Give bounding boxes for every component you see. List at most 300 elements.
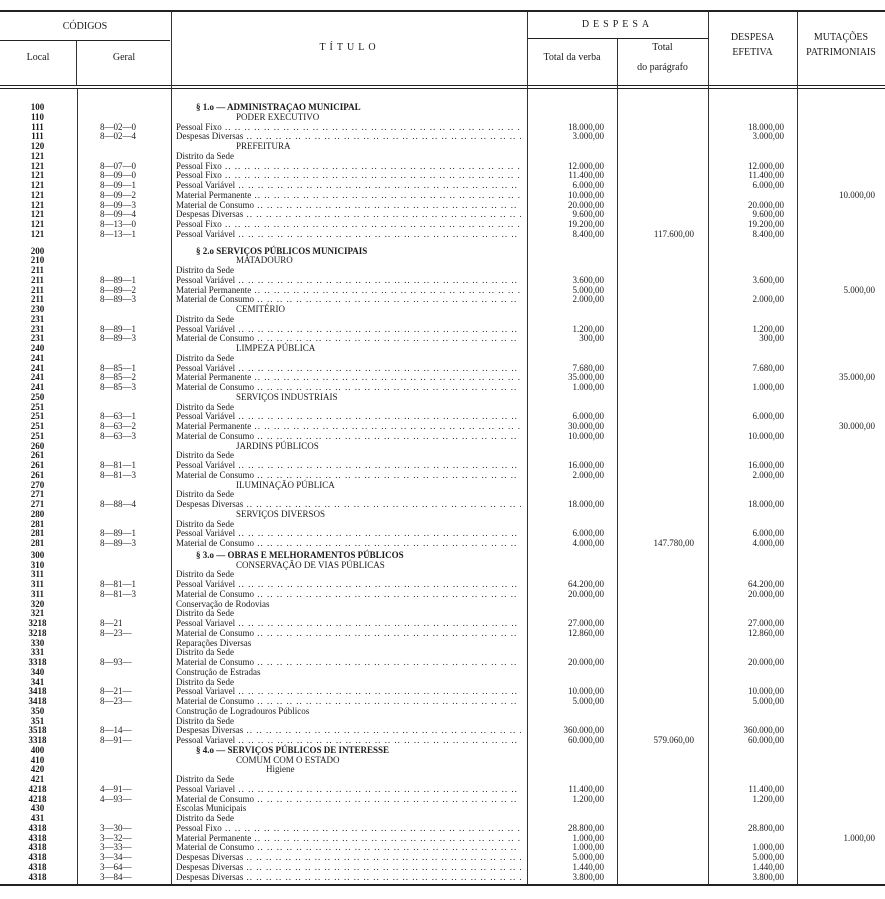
table-row — [0, 539, 885, 549]
titulo-cell: Material de Consumo .. .. — [176, 201, 521, 211]
total-verba-cell: 11.400,00 — [568, 783, 604, 794]
despesa-efetiva-cell: 20.000,00 — [748, 199, 784, 210]
despesa-efetiva-cell: 2.000,00 — [752, 294, 784, 305]
local-code-cell: 4318 — [28, 871, 47, 882]
geral-code-cell: 8—89—3 — [100, 294, 136, 305]
local-code-cell: 121 — [30, 219, 45, 229]
geral-code-cell: 3—33— — [100, 842, 132, 853]
titulo-cell: § 4.o — SERVIÇOS PÚBLICOS DE INTERESSE — [196, 744, 389, 755]
table-row — [0, 658, 885, 668]
geral-code-cell: 8—09—4 — [100, 209, 136, 220]
titulo-cell: § 1.o — ADMINISTRAÇAO MUNICIPAL — [196, 102, 361, 112]
despesa-efetiva-cell: 3.000,00 — [752, 131, 784, 142]
table-row — [0, 432, 885, 442]
total-verba-cell: 28.800,00 — [568, 822, 604, 833]
local-code-cell: 311 — [30, 588, 44, 599]
local-code-cell: 111 — [31, 131, 44, 142]
header-despesa: DESPESA — [581, 19, 654, 30]
titulo-cell: Distrito da Sede — [176, 648, 234, 658]
titulo-cell: JARDINS PÚBLICOS — [236, 440, 319, 451]
table-row — [0, 295, 885, 305]
titulo-cell: PREFEITURA — [236, 141, 291, 151]
total-verba-cell: 300,00 — [579, 333, 604, 344]
despesa-efetiva-cell: 1.440,00 — [752, 861, 784, 872]
table-row — [0, 551, 885, 561]
local-code-cell: 341 — [30, 676, 45, 687]
header-despesa-efetiva-2: EFETIVA — [732, 47, 773, 58]
geral-code-cell: 8—09—1 — [100, 180, 136, 190]
despesa-efetiva-cell: 8.400,00 — [752, 228, 784, 239]
total-verba-cell: 1.200,00 — [572, 323, 604, 334]
geral-code-cell: 8—81—1 — [100, 460, 136, 470]
mutacoes-patrimoniais-cell: 5.000,00 — [843, 284, 875, 295]
bottom-rule — [0, 884, 885, 886]
local-code-cell: 3218 — [28, 618, 47, 628]
titulo-cell: Distrito da Sede — [176, 451, 234, 461]
titulo-cell: Material de Consumo .. .. — [176, 471, 521, 481]
despesa-efetiva-cell: 2.000,00 — [752, 469, 784, 480]
despesa-efetiva-cell: 20.000,00 — [748, 588, 784, 599]
local-code-cell: 4318 — [28, 832, 47, 843]
despesa-efetiva-cell: 60.000,00 — [748, 735, 784, 745]
divider-local-geral-header — [76, 41, 77, 85]
header-titulo: TÍTULO — [319, 42, 380, 53]
total-verba-cell: 5.000,00 — [572, 696, 604, 706]
local-code-cell: 250 — [30, 391, 45, 402]
table-row — [0, 795, 885, 805]
local-code-cell: 4218 — [28, 783, 47, 794]
local-code-cell: 211 — [30, 284, 44, 295]
geral-code-cell: 8—93— — [100, 657, 132, 667]
titulo-cell: Reparações Diversas — [176, 638, 252, 648]
titulo-cell: Pessoal Variável .. .. — [176, 580, 521, 590]
titulo-cell: Distrito da Sede — [176, 266, 234, 275]
local-code-cell: 241 — [30, 372, 45, 383]
titulo-cell: Pessoal Variavel .. .. — [176, 785, 521, 795]
titulo-cell: SERVIÇOS INDUSTRIAIS — [236, 391, 338, 402]
local-code-cell: 3318 — [28, 735, 47, 745]
geral-code-cell: 8—02—4 — [100, 131, 136, 142]
local-code-cell: 120 — [30, 141, 45, 151]
local-code-cell: 110 — [30, 111, 44, 122]
despesa-efetiva-cell: 27.000,00 — [748, 618, 784, 628]
titulo-cell: Distrito da Sede — [176, 490, 234, 500]
header-total-verba: Total da verba — [543, 52, 601, 63]
titulo-cell: Pessoal Variavel .. .. — [176, 687, 521, 697]
titulo-cell: Distrito da Sede — [176, 402, 234, 412]
header-total-paragrafo-1: Total — [652, 42, 673, 53]
titulo-cell: Material de Consumo .. .. — [176, 295, 521, 305]
local-code-cell: 281 — [30, 538, 45, 548]
geral-code-cell: 8—02—0 — [100, 121, 136, 132]
geral-code-cell: 8—89—1 — [100, 323, 136, 334]
table-row — [0, 756, 885, 766]
total-verba-cell: 18.000,00 — [568, 121, 604, 132]
local-code-cell: 340 — [30, 666, 45, 677]
geral-code-cell: 8—09—2 — [100, 189, 136, 200]
total-verba-cell: 8.400,00 — [572, 228, 604, 239]
despesa-efetiva-cell: 10.000,00 — [748, 430, 784, 441]
geral-code-cell: 3—84— — [100, 871, 132, 882]
local-code-cell: 121 — [30, 189, 45, 200]
geral-code-cell: 8—81—3 — [100, 469, 136, 480]
local-code-cell: 311 — [30, 569, 44, 580]
local-code-cell: 121 — [30, 150, 45, 161]
despesa-efetiva-cell: 28.800,00 — [748, 822, 784, 833]
total-verba-cell: 1.000,00 — [572, 842, 604, 853]
local-code-cell: 431 — [30, 813, 45, 823]
titulo-cell: Distrito da Sede — [176, 814, 234, 823]
geral-code-cell: 4—91— — [100, 783, 132, 794]
despesa-efetiva-cell: 1.200,00 — [752, 793, 784, 804]
header-total-paragrafo-2: do parágrafo — [637, 62, 688, 73]
local-code-cell: 121 — [30, 228, 45, 239]
total-verba-cell: 6.000,00 — [572, 411, 604, 422]
total-verba-cell: 16.000,00 — [568, 460, 604, 470]
titulo-cell: Material de Consumo .. .. — [176, 334, 521, 344]
table-row — [0, 103, 885, 113]
total-verba-cell: 3.000,00 — [572, 131, 604, 142]
local-code-cell: 240 — [30, 343, 45, 353]
header-geral: Geral — [112, 52, 136, 63]
titulo-cell: Distrito da Sede — [176, 519, 234, 529]
titulo-cell: Distrito da Sede — [176, 151, 234, 161]
header-mutacoes-1: MUTAÇÕES — [813, 32, 869, 43]
titulo-cell: Distrito da Sede — [176, 314, 234, 324]
local-code-cell: 241 — [30, 382, 45, 392]
despesa-efetiva-cell: 12.000,00 — [748, 160, 784, 171]
titulo-cell: § 2.o SERVIÇOS PÚBLICOS MUNICIPAIS — [196, 245, 368, 256]
titulo-cell: Distrito da Sede — [176, 775, 234, 784]
local-code-cell: 321 — [30, 608, 45, 619]
titulo-cell: Distrito da Sede — [176, 677, 234, 687]
local-code-cell: 281 — [30, 518, 45, 529]
titulo-cell: Despesas Diversas .. .. — [176, 873, 521, 883]
mutacoes-patrimoniais-cell: 10.000,00 — [839, 189, 875, 200]
total-verba-cell: 27.000,00 — [568, 618, 604, 628]
total-verba-cell: 5.000,00 — [572, 852, 604, 862]
table-row — [0, 442, 885, 452]
titulo-cell: CEMITÉRIO — [236, 304, 285, 314]
geral-code-cell: 8—21 — [100, 618, 123, 628]
top-rule — [0, 10, 885, 12]
geral-code-cell: 3—32— — [100, 832, 132, 843]
table-row — [0, 804, 885, 814]
local-code-cell: 3218 — [28, 627, 47, 638]
despesa-efetiva-cell: 1.000,00 — [752, 382, 784, 392]
titulo-cell: Despesas Diversas .. .. — [176, 726, 521, 736]
despesa-efetiva-cell: 6.000,00 — [752, 528, 784, 539]
local-code-cell: 420 — [30, 764, 45, 775]
despesa-efetiva-cell: 6.000,00 — [752, 411, 784, 422]
table-row — [0, 344, 885, 354]
total-paragrafo-cell: 117.600,00 — [653, 228, 694, 239]
total-verba-cell: 11.400,00 — [568, 170, 604, 181]
despesa-efetiva-cell: 1.200,00 — [752, 323, 784, 334]
despesa-efetiva-cell: 5.000,00 — [752, 696, 784, 706]
local-code-cell: 331 — [30, 647, 45, 658]
despesa-efetiva-cell: 18.000,00 — [748, 499, 784, 509]
local-code-cell: 4218 — [28, 793, 47, 804]
despesa-efetiva-cell: 19.200,00 — [748, 219, 784, 229]
titulo-cell: Pessoal Variável .. .. — [176, 181, 521, 191]
geral-code-cell: 8—21— — [100, 686, 132, 697]
titulo-cell: Pessoal Variável .. .. — [176, 276, 521, 286]
local-code-cell: 121 — [30, 209, 45, 220]
local-code-cell: 4318 — [28, 852, 47, 862]
titulo-cell: Material Permanente .. .. — [176, 286, 521, 296]
local-code-cell: 251 — [30, 421, 45, 431]
geral-code-cell: 8—23— — [100, 696, 132, 706]
table-row — [0, 639, 885, 649]
geral-code-cell: 3—64— — [100, 861, 132, 872]
titulo-cell: Pessoal Variavel .. .. — [176, 736, 521, 746]
local-code-cell: 230 — [30, 304, 45, 314]
local-code-cell: 100 — [30, 102, 45, 112]
table-row — [0, 393, 885, 403]
titulo-cell: Pessoal Variável .. .. — [176, 461, 521, 471]
titulo-cell: Pessoal Variavel .. .. — [176, 619, 521, 629]
table-row — [0, 247, 885, 257]
local-code-cell: 3418 — [28, 696, 47, 706]
header-mutacoes-2: PATRIMONIAIS — [806, 47, 876, 58]
titulo-cell: Material de Consumo .. .. — [176, 697, 521, 707]
local-code-cell: 241 — [30, 352, 45, 363]
local-code-cell: 271 — [30, 489, 45, 500]
table-row — [0, 132, 885, 142]
table-row — [0, 334, 885, 344]
geral-code-cell: 8—85—1 — [100, 362, 136, 373]
table-row — [0, 305, 885, 315]
titulo-cell: Material de Consumo .. .. — [176, 843, 521, 853]
titulo-cell: Despesas Diversas .. .. — [176, 853, 521, 863]
geral-code-cell: 8—14— — [100, 725, 132, 736]
total-verba-cell: 12.000,00 — [568, 160, 604, 171]
titulo-cell: Pessoal Variável .. .. — [176, 529, 521, 539]
local-code-cell: 211 — [30, 274, 44, 285]
despesa-efetiva-cell: 11.400,00 — [748, 170, 784, 181]
total-verba-cell: 1.000,00 — [572, 382, 604, 392]
geral-code-cell: 8—23— — [100, 627, 132, 638]
titulo-cell: Construção de Logradouros Públicos — [176, 706, 310, 716]
local-code-cell: 270 — [30, 479, 45, 490]
titulo-cell: ILUMINAÇÃO PÚBLICA — [236, 479, 335, 490]
geral-code-cell: 8—09—0 — [100, 170, 136, 181]
titulo-cell: COMUM COM O ESTADO — [236, 754, 340, 765]
local-code-cell: 261 — [30, 460, 45, 470]
table-row — [0, 736, 885, 746]
table-row — [0, 824, 885, 834]
total-verba-cell: 35.000,00 — [568, 372, 604, 383]
total-verba-cell: 60.000,00 — [568, 735, 604, 745]
local-code-cell: 311 — [30, 579, 44, 589]
local-code-cell: 300 — [30, 549, 45, 560]
local-code-cell: 251 — [30, 401, 45, 412]
local-code-cell: 241 — [30, 362, 45, 373]
total-verba-cell: 360.000,00 — [563, 725, 604, 736]
geral-code-cell: 8—81—3 — [100, 588, 136, 599]
titulo-cell: Material de Consumo .. .. — [176, 383, 521, 393]
titulo-cell: PODER EXECUTIVO — [236, 111, 320, 122]
total-verba-cell: 1.200,00 — [572, 793, 604, 804]
mutacoes-patrimoniais-cell: 1.000,00 — [843, 832, 875, 843]
total-verba-cell: 2.000,00 — [572, 294, 604, 305]
codigos-rule — [0, 40, 170, 41]
titulo-cell: Pessoal Fixo .. .. — [176, 220, 521, 230]
local-code-cell: 210 — [30, 255, 45, 266]
table-row — [0, 481, 885, 491]
geral-code-cell: 8—89—2 — [100, 284, 136, 295]
total-verba-cell: 64.200,00 — [568, 579, 604, 589]
total-verba-cell: 5.000,00 — [572, 284, 604, 295]
local-code-cell: 261 — [30, 469, 45, 480]
titulo-cell: Distrito da Sede — [176, 570, 234, 580]
local-code-cell: 121 — [30, 180, 45, 190]
total-verba-cell: 3.800,00 — [572, 871, 604, 882]
local-code-cell: 211 — [30, 265, 44, 275]
titulo-cell: Despesas Diversas .. .. — [176, 500, 521, 510]
titulo-cell: Pessoal Fixo .. .. — [176, 123, 521, 133]
total-verba-cell: 7.680,00 — [572, 362, 604, 373]
geral-code-cell: 4—93— — [100, 793, 132, 804]
table-row — [0, 510, 885, 520]
local-code-cell: 231 — [30, 333, 45, 344]
local-code-cell: 3318 — [28, 657, 47, 667]
titulo-cell: § 3.o — OBRAS E MELHORAMENTOS PÚBLICOS — [196, 549, 404, 560]
despesa-efetiva-cell: 3.600,00 — [752, 274, 784, 285]
local-code-cell: 310 — [30, 559, 45, 570]
table-row — [0, 256, 885, 266]
geral-code-cell: 8—89—1 — [100, 528, 136, 539]
local-code-cell: 281 — [30, 528, 45, 539]
despesa-efetiva-cell: 4.000,00 — [752, 538, 784, 548]
despesa-efetiva-cell: 3.800,00 — [752, 871, 784, 882]
local-code-cell: 3518 — [28, 725, 47, 736]
despesa-efetiva-cell: 7.680,00 — [752, 362, 784, 373]
titulo-cell: SERVIÇOS DIVERSOS — [236, 508, 326, 519]
titulo-cell: Pessoal Fixo .. .. — [176, 162, 521, 172]
titulo-cell: Distrito da Sede — [176, 353, 234, 363]
table-row — [0, 471, 885, 481]
total-verba-cell: 19.200,00 — [568, 219, 604, 229]
local-code-cell: 280 — [30, 508, 45, 519]
titulo-cell: Material de Consumo .. .. — [176, 432, 521, 442]
total-verba-cell: 30.000,00 — [568, 421, 604, 431]
geral-code-cell: 8—63—2 — [100, 421, 136, 431]
total-verba-cell: 10.000,00 — [568, 686, 604, 697]
local-code-cell: 421 — [30, 774, 45, 784]
table-row — [0, 230, 885, 240]
despesa-efetiva-cell: 18.000,00 — [748, 121, 784, 132]
titulo-cell: CONSERVAÇÃO DE VIAS PÚBLICAS — [236, 559, 385, 570]
despesa-efetiva-cell: 11.400,00 — [748, 783, 784, 794]
titulo-cell: Material Permanente .. .. — [176, 373, 521, 383]
budget-table-body — [0, 103, 885, 882]
geral-code-cell: 8—13—1 — [100, 228, 136, 239]
despesa-efetiva-cell: 64.200,00 — [748, 579, 784, 589]
titulo-cell: Higiene — [266, 764, 295, 775]
local-code-cell: 320 — [30, 598, 45, 609]
titulo-cell: Material de Consumo .. .. — [176, 658, 521, 668]
local-code-cell: 3418 — [28, 686, 47, 697]
titulo-cell: Pessoal Variável .. .. — [176, 364, 521, 374]
header-local: Local — [26, 52, 50, 63]
local-code-cell: 211 — [30, 294, 44, 305]
despesa-efetiva-cell: 20.000,00 — [748, 657, 784, 667]
total-verba-cell: 20.000,00 — [568, 588, 604, 599]
geral-code-cell: 3—30— — [100, 822, 132, 833]
table-row — [0, 590, 885, 600]
local-code-cell: 260 — [30, 440, 45, 451]
titulo-cell: Pessoal Fixo .. .. — [176, 171, 521, 181]
header-despesa-efetiva-1: DESPESA — [730, 32, 775, 43]
titulo-cell: Pessoal Variável .. .. — [176, 230, 521, 240]
titulo-cell: Material Permanente .. .. — [176, 191, 521, 201]
total-paragrafo-cell: 147.780,00 — [653, 538, 694, 548]
total-verba-cell: 3.600,00 — [572, 274, 604, 285]
total-verba-cell: 10.000,00 — [568, 430, 604, 441]
despesa-efetiva-cell: 10.000,00 — [748, 686, 784, 697]
table-row — [0, 600, 885, 610]
titulo-cell: Material de Consumo .. .. — [176, 795, 521, 805]
total-verba-cell: 9.600,00 — [572, 209, 604, 220]
total-verba-cell: 20.000,00 — [568, 199, 604, 210]
geral-code-cell: 8—63—1 — [100, 411, 136, 422]
titulo-cell: Material de Consumo .. .. — [176, 629, 521, 639]
table-row — [0, 142, 885, 152]
titulo-cell: Conservação de Rodovias — [176, 599, 270, 609]
local-code-cell: 121 — [30, 170, 45, 181]
despesa-efetiva-cell: 9.600,00 — [752, 209, 784, 220]
local-code-cell: 261 — [30, 450, 45, 461]
total-verba-cell: 6.000,00 — [572, 180, 604, 190]
table-row — [0, 873, 885, 883]
titulo-cell: Material de Consumo .. .. — [176, 590, 521, 600]
geral-code-cell: 8—81—1 — [100, 579, 136, 589]
local-code-cell: 231 — [30, 313, 45, 324]
table-row — [0, 500, 885, 510]
header-bottom-rule-2 — [0, 88, 885, 89]
titulo-cell: Pessoal Fixo .. .. — [176, 824, 521, 834]
local-code-cell: 4318 — [28, 822, 47, 833]
local-code-cell: 121 — [30, 160, 45, 171]
titulo-cell: Pessoal Variável .. .. — [176, 412, 521, 422]
total-verba-cell: 1.000,00 — [572, 832, 604, 843]
titulo-cell: MATADOURO — [236, 255, 293, 266]
local-code-cell: 410 — [30, 754, 45, 765]
geral-code-cell: 8—89—1 — [100, 274, 136, 285]
titulo-cell: Escolas Municipais — [176, 804, 247, 814]
local-code-cell: 351 — [30, 715, 45, 726]
local-code-cell: 251 — [30, 411, 45, 422]
titulo-cell: Despesas Diversas .. .. — [176, 863, 521, 873]
table-row — [0, 561, 885, 571]
titulo-cell: Despesas Diversas .. .. — [176, 210, 521, 220]
geral-code-cell: 8—63—3 — [100, 430, 136, 441]
mutacoes-patrimoniais-cell: 35.000,00 — [839, 372, 875, 383]
geral-code-cell: 8—85—3 — [100, 382, 136, 392]
table-row — [0, 746, 885, 756]
titulo-cell: Distrito da Sede — [176, 609, 234, 619]
total-verba-cell: 12.860,00 — [568, 627, 604, 638]
total-verba-cell: 18.000,00 — [568, 499, 604, 509]
geral-code-cell: 3—34— — [100, 852, 132, 862]
total-verba-cell: 20.000,00 — [568, 657, 604, 667]
despesa-efetiva-cell: 1.000,00 — [752, 842, 784, 853]
local-code-cell: 251 — [30, 430, 45, 441]
table-row — [0, 697, 885, 707]
despesa-efetiva-cell: 16.000,00 — [748, 460, 784, 470]
